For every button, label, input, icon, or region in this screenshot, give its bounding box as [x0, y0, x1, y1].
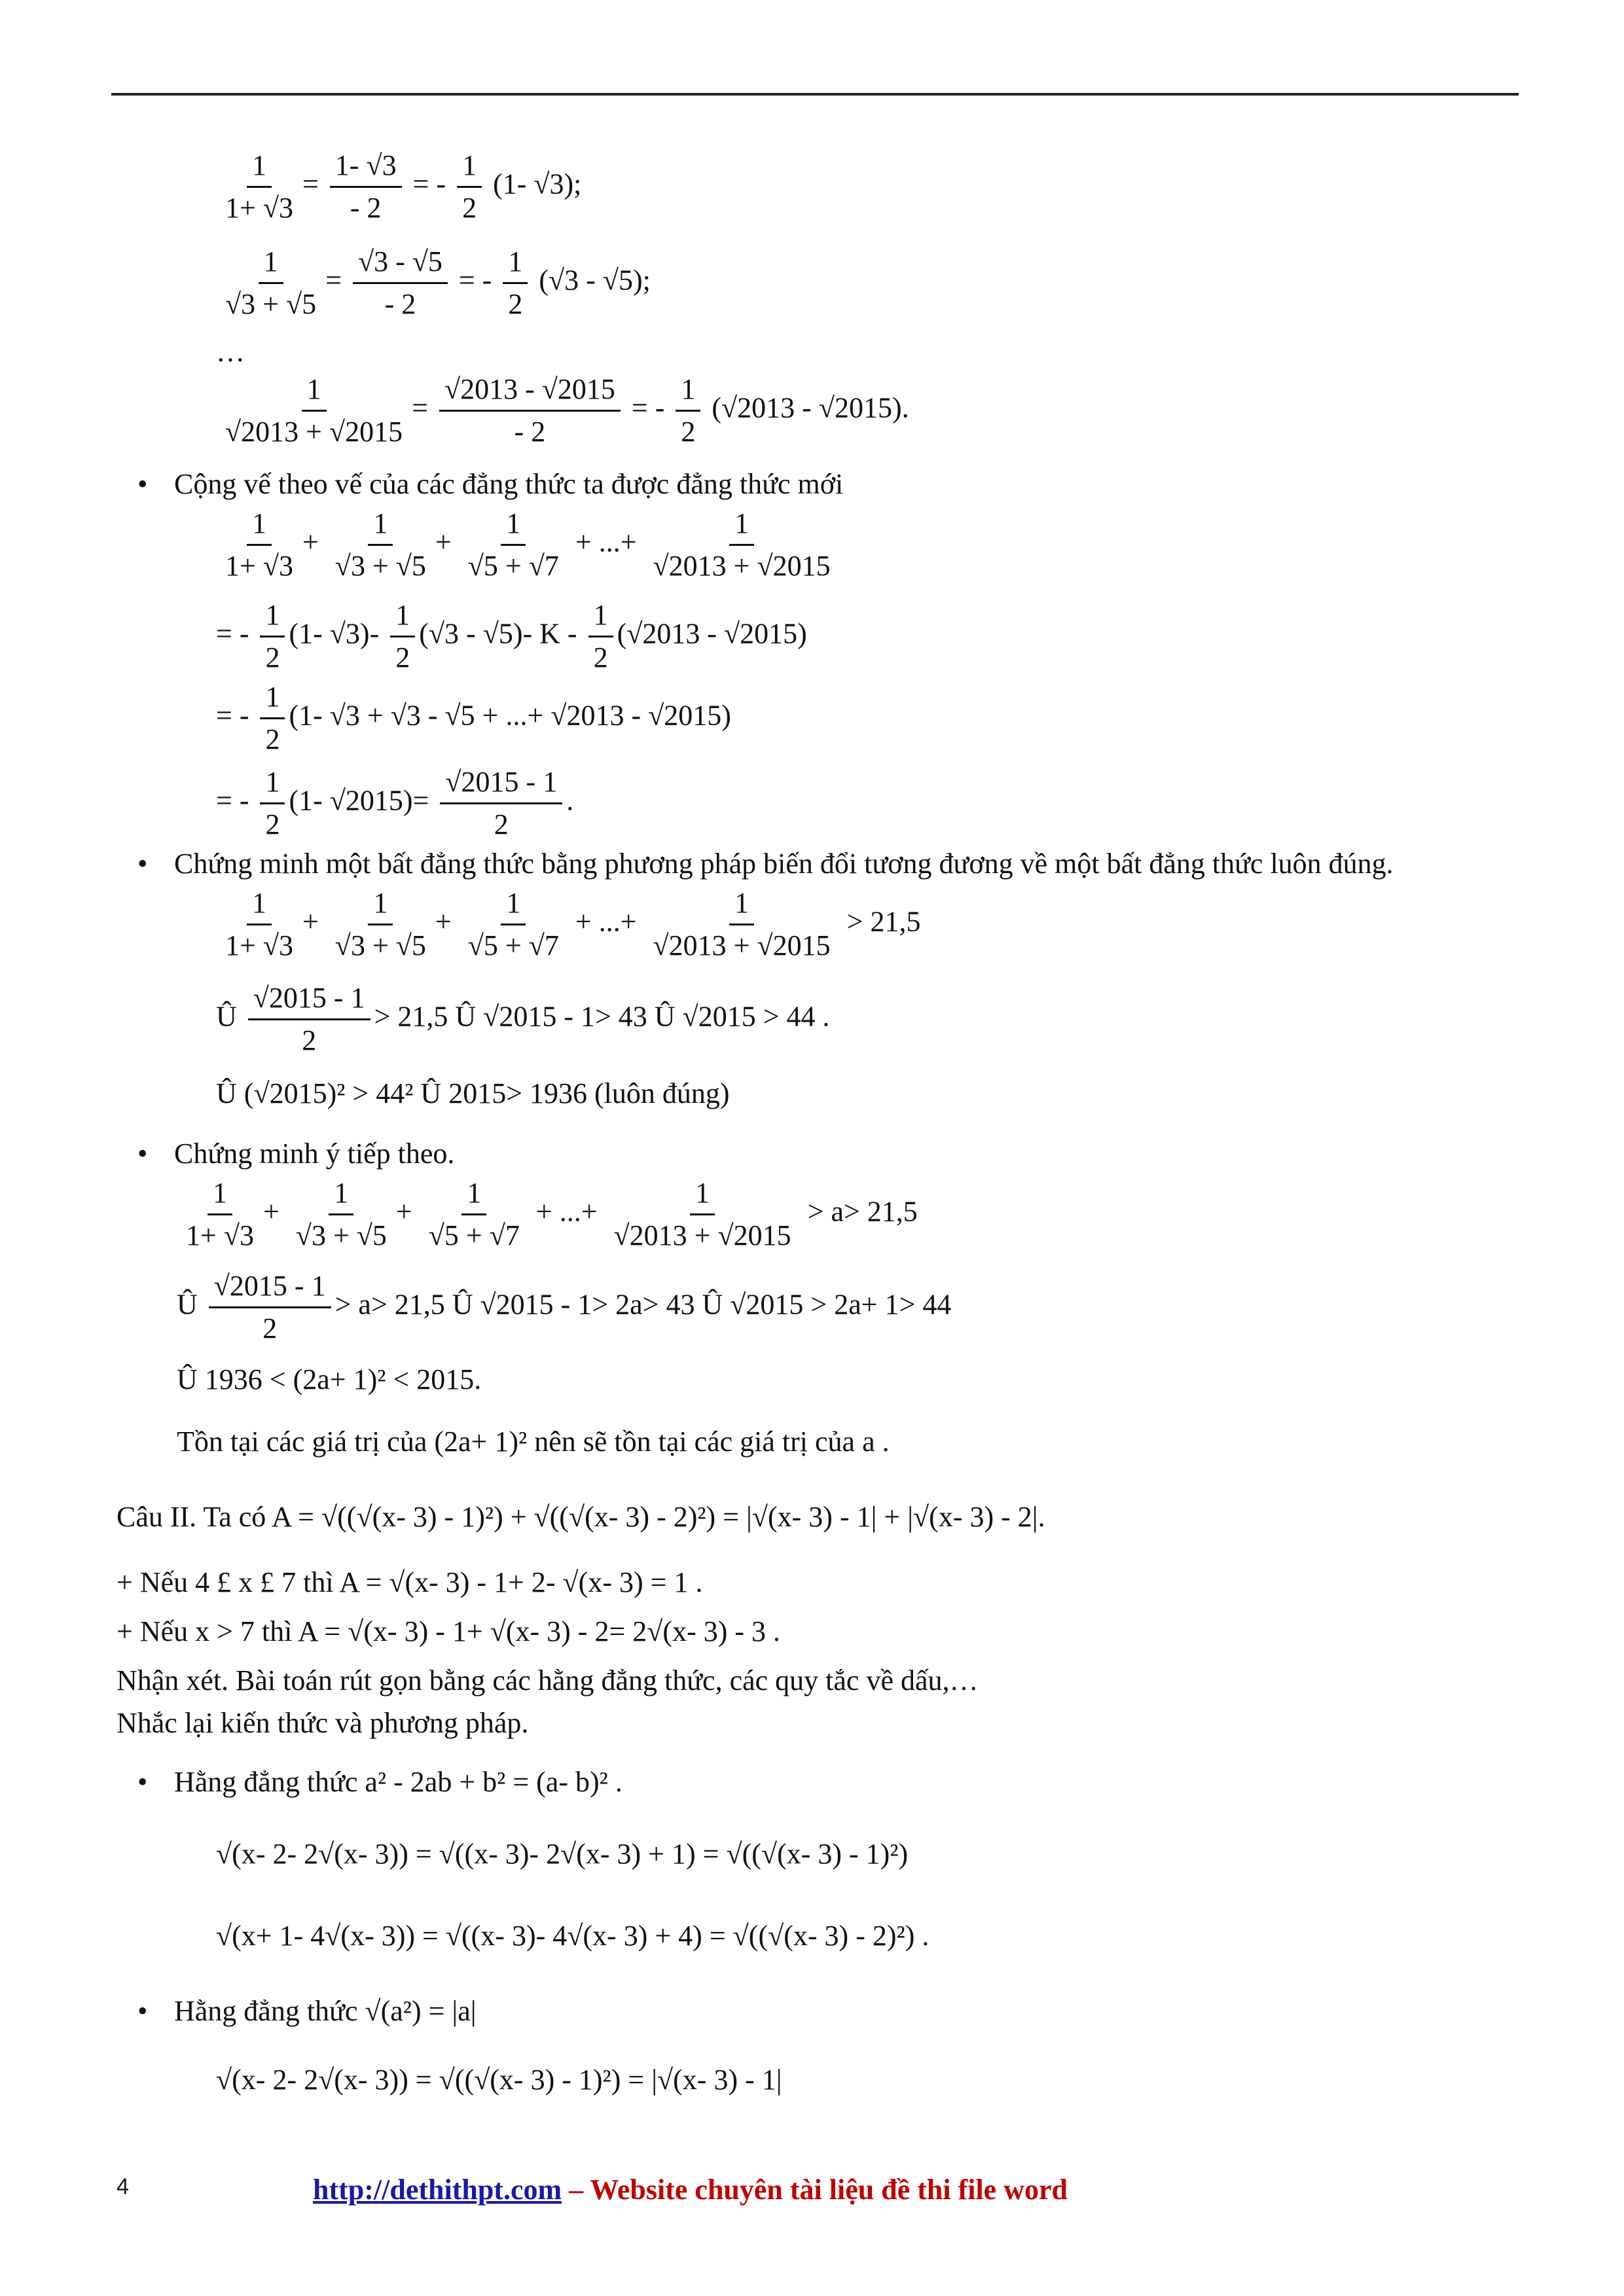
- header-rule: [111, 93, 1519, 96]
- footer-link[interactable]: http://dethithpt.com: [313, 2174, 562, 2206]
- cau-2-heading: Câu II. Ta có A = √((√(x- 3) - 1)²) + √((√(x- 3) - 2)²) = |√(x- 3) - 1| + |√(x- 3) - 2|.: [117, 1501, 1045, 1533]
- sum-step-2: = - $\frac{1}{2}$ (1- √3 + √3 - √5 + ...+ √2013 - √2015): [216, 681, 731, 755]
- recall: Nhắc lại kiến thức và phương pháp.: [117, 1707, 529, 1739]
- footer: [313, 2173, 1068, 2206]
- remark: Nhận xét. Bài toán rút gọn bằng các hằng đẳng thức, các quy tắc về dấu,…: [117, 1664, 979, 1696]
- existence-note: Tồn tại các giá trị của (2a+ 1)² nên sẽ tồn tại các giá trị của a .: [177, 1426, 890, 1458]
- identity-heading-2: Hằng đẳng thức √(a²) = |a|: [174, 1995, 477, 2027]
- inequality-6: Û 1936 < (2a+ 1)² < 2015.: [177, 1363, 482, 1395]
- bullet-text-prove: Chứng minh một bất đẳng thức bằng phương pháp biến đổi tương đương về một bất đẳng thức luôn đúng.: [174, 848, 1394, 880]
- inequality-2: Û $\frac{√2015 - 1}{2}$ > 21,5 Û √2015 - 1> 43 Û √2015 > 44 .: [216, 982, 830, 1056]
- page-number: 4: [117, 2174, 129, 2199]
- identity-heading-1: Hằng đẳng thức a² - 2ab + b² = (a- b)² .: [174, 1766, 623, 1798]
- bullet-icon: •: [137, 848, 148, 880]
- bullet-icon: •: [137, 1766, 148, 1798]
- identity-3: √(x- 2- 2√(x- 3)) = √((√(x- 3) - 1)²) = |√(x- 3) - 1|: [216, 2064, 782, 2096]
- sum-step-1: = - $\frac{1}{2}$ (1- √3)- $\frac{1}{2}$ (√3 - √5)- K - $\frac{1}{2}$ (√2013 - √2015): [216, 599, 807, 673]
- bullet-icon: •: [137, 1138, 148, 1170]
- inequality-3: Û (√2015)² > 44² Û 2015> 1936 (luôn đúng): [216, 1077, 730, 1109]
- bullet-icon: •: [137, 468, 148, 500]
- ellipsis: …: [216, 336, 245, 368]
- bullet-icon: •: [137, 1995, 148, 2027]
- equation-3: $\frac{1}{√2013 + √2015}$ = $\frac{√2013 - √2015}{- 2}$ = - $\frac{1}{2}$ (√2013 - √2015).: [225, 373, 909, 448]
- identity-1: √(x- 2- 2√(x- 3)) = √((x- 3)- 2√(x- 3) + 1) = √((√(x- 3) - 1)²): [216, 1838, 909, 1870]
- inequality-5: Û $\frac{√2015 - 1}{2}$ > a> 21,5 Û √2015 - 1> 2a> 43 Û √2015 > 2a+ 1> 44: [177, 1270, 952, 1344]
- sum-expression: $\frac{1}{1+ √3}$ + $\frac{1}{√3 + √5}$ + $\frac{1}{√5 + √7}$ + ...+ $\frac{1}{√2013 + √2015}$: [225, 507, 831, 582]
- case-1: + Nếu 4 £ x £ 7 thì A = √(x- 3) - 1+ 2- √(x- 3) = 1 .: [117, 1566, 703, 1598]
- inequality-4: $\frac{1}{1+ √3}$ + $\frac{1}{√3 + √5}$ + $\frac{1}{√5 + √7}$ + ...+ $\frac{1}{√2013 + √2015}$ > a> 21,5: [186, 1177, 918, 1251]
- equation-1: $\frac{1}{1+ √3}$ = $\frac{1- √3}{- 2}$ = - $\frac{1}{2}$ (1- √3);: [225, 149, 582, 224]
- equation-2: $\frac{1}{√3 + √5}$ = $\frac{√3 - √5}{- 2}$ = - $\frac{1}{2}$ (√3 - √5);: [225, 245, 651, 320]
- identity-2: √(x+ 1- 4√(x- 3)) = √((x- 3)- 4√(x- 3) + 4) = √((√(x- 3) - 2)²) .: [216, 1920, 929, 1952]
- sum-step-3: = - $\frac{1}{2}$ (1- √2015)= $\frac{√2015 - 1}{2}$ .: [216, 766, 574, 840]
- case-2: + Nếu x > 7 thì A = √(x- 3) - 1+ √(x- 3) - 2= 2√(x- 3) - 3 .: [117, 1615, 781, 1647]
- inequality-1: $\frac{1}{1+ √3}$ + $\frac{1}{√3 + √5}$ + $\frac{1}{√5 + √7}$ + ...+ $\frac{1}{√2013 + √2015}$ > 21,5: [225, 887, 921, 961]
- bullet-text-sum: Cộng vế theo vế của các đẳng thức ta được đẳng thức mới: [174, 468, 844, 500]
- footer-tagline: – Website chuyên tài liệu đề thi file word: [562, 2174, 1068, 2206]
- bullet-text-next: Chứng minh ý tiếp theo.: [174, 1138, 455, 1170]
